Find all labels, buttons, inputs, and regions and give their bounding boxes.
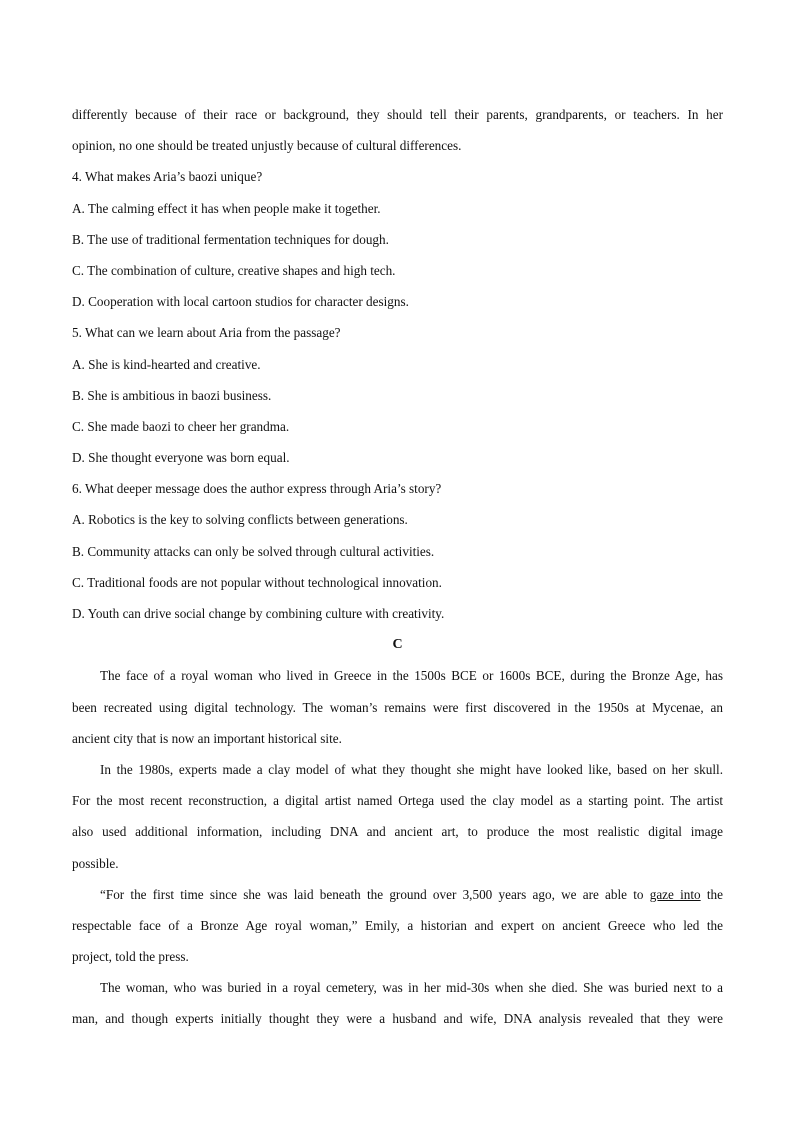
passage-c-p2-line: also used additional information, including DNA and ancient art, to produce the most realistic digital image <box>72 824 723 840</box>
passage-c-p4-line: The woman, who was buried in a royal cemetery, was in her mid-30s when she died. She was buried next to a <box>100 980 723 996</box>
passage-b-line: differently because of their race or background, they should tell their parents, grandparents, or teachers. In her <box>72 107 723 122</box>
page-content <box>72 99 723 1035</box>
section-heading: C <box>392 637 403 653</box>
passage-c-p2-line: possible. <box>72 855 119 871</box>
question-4-option-d: D. Cooperation with local cartoon studios for character designs. <box>72 294 409 310</box>
question-5-option-a: A. She is kind-hearted and creative. <box>72 356 261 372</box>
question-4-option-b: B. The use of traditional fermentation techniques for dough. <box>72 231 389 247</box>
passage-c-p3-line <box>72 879 723 910</box>
passage-b-line: opinion, no one should be treated unjustly because of cultural differences. <box>72 138 462 154</box>
underlined-phrase: gaze into <box>649 886 701 902</box>
passage-c-p2-line: In the 1980s, experts made a clay model of what they thought she might have looked like, based on her skull. <box>100 761 723 777</box>
passage-c-p1-line: been recreated using digital technology. The woman’s remains were first discovered in the 1950s at Mycenae, an <box>72 699 723 715</box>
question-4-option-a: A. The calming effect it has when people make it together. <box>72 200 381 216</box>
question-5-option-c: C. She made baozi to cheer her grandma. <box>72 418 290 434</box>
passage-c-p1-line: ancient city that is now an important historical site. <box>72 730 342 746</box>
passage-c-p2-line: For the most recent reconstruction, a digital artist named Ortega used the clay model as a starting point. The artist <box>72 793 723 809</box>
question-5-option-b: B. She is ambitious in baozi business. <box>72 387 272 403</box>
question-4-stem: 4. What makes Aria’s baozi unique? <box>72 169 263 185</box>
question-5-stem: 5. What can we learn about Aria from the passage? <box>72 325 341 341</box>
question-6-option-c: C. Traditional foods are not popular without technological innovation. <box>72 574 442 590</box>
passage-c-p3-text: the <box>700 886 723 902</box>
passage-c-p3-text: “For the first time since she was laid beneath the ground over 3,500 years ago, we are able to <box>100 886 650 902</box>
question-6-option-d: D. Youth can drive social change by combining culture with creativity. <box>72 606 445 621</box>
passage-c-p3-line: project, told the press. <box>72 949 189 965</box>
question-4-option-c: C. The combination of culture, creative shapes and high tech. <box>72 262 396 278</box>
passage-c-p1-line: The face of a royal woman who lived in Greece in the 1500s BCE or 1600s BCE, during the Bronze Age, has <box>100 668 723 684</box>
passage-c-p3-line: respectable face of a Bronze Age royal woman,” Emily, a historian and expert on ancient Greece who led the <box>72 917 723 933</box>
passage-c-p4-line: man, and though experts initially thought they were a husband and wife, DNA analysis revealed that they were <box>72 1011 723 1027</box>
question-6-option-a: A. Robotics is the key to solving conflicts between generations. <box>72 512 408 528</box>
question-6-option-b: B. Community attacks can only be solved through cultural activities. <box>72 543 435 559</box>
question-6-stem: 6. What deeper message does the author express through Aria’s story? <box>72 481 442 497</box>
question-5-option-d: D. She thought everyone was born equal. <box>72 450 290 466</box>
